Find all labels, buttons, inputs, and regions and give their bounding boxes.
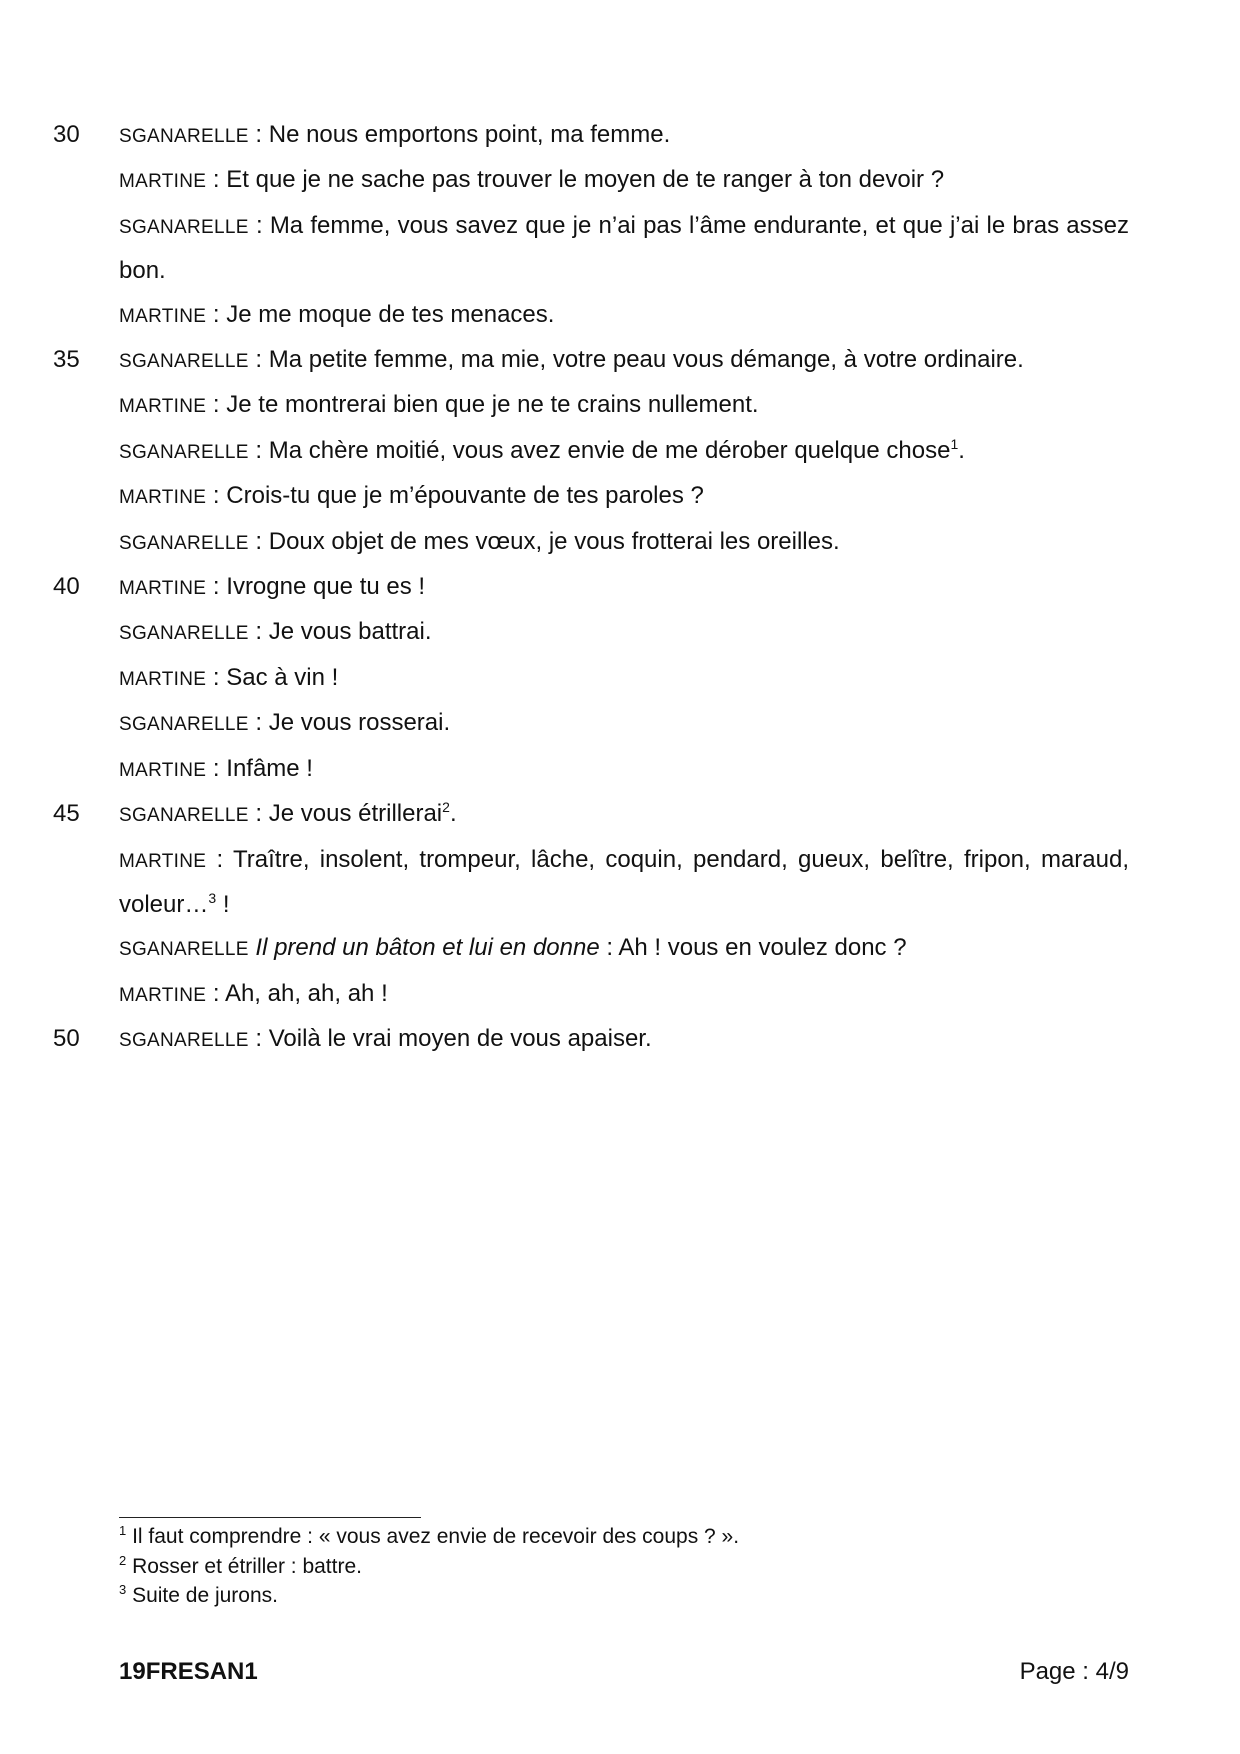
- line-text: : Ma petite femme, ma mie, votre peau vous démange, à votre ordinaire.: [248, 346, 1024, 374]
- footnote: [119, 1552, 1119, 1582]
- footnotes: [119, 1522, 1119, 1611]
- line-text-end: .: [958, 436, 965, 464]
- line-text-end: .: [449, 800, 457, 828]
- dialogue-line: [0, 610, 1129, 655]
- speaker-name: SGANARELLE: [119, 714, 249, 736]
- dialogue-line: [0, 429, 1129, 474]
- line-text: : Ne nous emportons point, ma femme.: [248, 121, 671, 148]
- speaker-name: MARTINE: [119, 578, 207, 600]
- speaker-name: SGANARELLE: [119, 805, 249, 827]
- line-text: : Je vous battrai.: [248, 618, 432, 646]
- line-text-end: !: [216, 890, 230, 918]
- line-text: : Infâme !: [206, 754, 313, 782]
- line-text: : Je vous rosserai.: [248, 709, 451, 737]
- dialogue-line: [0, 838, 1129, 927]
- footnote: [119, 1581, 1119, 1611]
- line-number: 30: [53, 121, 80, 148]
- dialogue-line: [0, 338, 1129, 383]
- page-number: Page : 4/9: [1019, 1658, 1129, 1685]
- document-code: 19FRESAN1: [119, 1658, 258, 1685]
- footnote-number: 2: [119, 1552, 127, 1568]
- footnote-text: Rosser et étriller : battre.: [126, 1554, 362, 1578]
- footnote-text: Il faut comprendre : « vous avez envie de recevoir des coups ? ».: [126, 1525, 740, 1548]
- speaker-name: SGANARELLE: [119, 532, 249, 554]
- dialogue-line: [0, 520, 1129, 565]
- dialogue-line: [0, 474, 1129, 519]
- footnote: [119, 1522, 1119, 1552]
- speaker-name: SGANARELLE: [119, 216, 249, 238]
- speaker-name: SGANARELLE: [119, 126, 249, 147]
- speaker-name: MARTINE: [119, 171, 207, 193]
- line-text: : Je te montrerai bien que je ne te crains nullement.: [206, 391, 759, 419]
- line-text: : Voilà le vrai moyen de vous apaiser.: [248, 1025, 652, 1053]
- line-text: : Sac à vin !: [206, 663, 339, 691]
- footnote-divider: [119, 1517, 421, 1518]
- speaker-name: MARTINE: [119, 487, 207, 509]
- line-text: : Ma femme, vous savez que je n’ai pas l’âme endurante, et que j’ai le bras assez bon.: [119, 211, 1129, 285]
- line-text: : Traître, insolent, trompeur, lâche, coquin, pendard, gueux, belître, fripon, maraud, voleur…: [119, 845, 1129, 918]
- line-text: : Ivrogne que tu es !: [206, 573, 426, 601]
- footnote-number: 1: [119, 1523, 127, 1538]
- dialogue-line: [0, 701, 1129, 746]
- footnote-text: Suite de jurons.: [126, 1584, 278, 1607]
- dialogue-line: [0, 293, 1129, 338]
- stage-direction: Il prend un bâton et lui en donne: [255, 934, 600, 962]
- line-text: : Je vous étrillerai: [248, 800, 443, 828]
- speaker-name: MARTINE: [119, 759, 207, 781]
- line-text: : Crois-tu que je m’épouvante de tes paroles ?: [206, 482, 704, 510]
- speaker-name: MARTINE: [119, 984, 207, 1006]
- speaker-name: MARTINE: [119, 668, 207, 690]
- line-text: : Ma chère moitié, vous avez envie de me dérober quelque chose: [248, 436, 951, 464]
- footnote-ref: 2: [442, 799, 450, 816]
- speaker-name: SGANARELLE: [119, 1030, 249, 1052]
- dialogue-line: [0, 565, 1129, 610]
- dialogue-text: [0, 113, 1240, 1063]
- speaker-name: SGANARELLE: [119, 441, 249, 463]
- dialogue-line: [0, 656, 1129, 701]
- dialogue-line: [0, 792, 1129, 837]
- speaker-name: MARTINE: [119, 305, 207, 327]
- dialogue-line: [0, 204, 1129, 293]
- line-number: 35: [53, 346, 80, 374]
- speaker-name: SGANARELLE: [119, 939, 249, 961]
- dialogue-line: [0, 747, 1129, 792]
- line-text: : Et que je ne sache pas trouver le moyen de te ranger à ton devoir ?: [206, 166, 945, 194]
- speaker-name: MARTINE: [119, 396, 207, 418]
- dialogue-line: [0, 972, 1129, 1017]
- line-text: : Ah, ah, ah, ah !: [206, 979, 388, 1007]
- speaker-name: MARTINE: [119, 850, 207, 872]
- line-text: : Ah ! vous en voulez donc ?: [599, 934, 907, 962]
- footnote-number: 3: [119, 1582, 127, 1597]
- footnote-ref: 1: [950, 435, 959, 452]
- dialogue-line: [0, 926, 1129, 971]
- dialogue-line: [0, 113, 1129, 158]
- line-number: 40: [53, 573, 80, 601]
- speaker-name: SGANARELLE: [119, 351, 249, 373]
- dialogue-line: [0, 383, 1129, 428]
- line-number: 45: [53, 800, 80, 828]
- dialogue-line: [0, 158, 1129, 203]
- dialogue-line: [0, 1017, 1129, 1062]
- speaker-name: SGANARELLE: [119, 623, 249, 645]
- footnote-ref: 3: [208, 889, 217, 906]
- line-text: : Je me moque de tes menaces.: [206, 300, 555, 328]
- line-text: : Doux objet de mes vœux, je vous frotterai les oreilles.: [248, 527, 840, 555]
- line-number: 50: [53, 1025, 80, 1053]
